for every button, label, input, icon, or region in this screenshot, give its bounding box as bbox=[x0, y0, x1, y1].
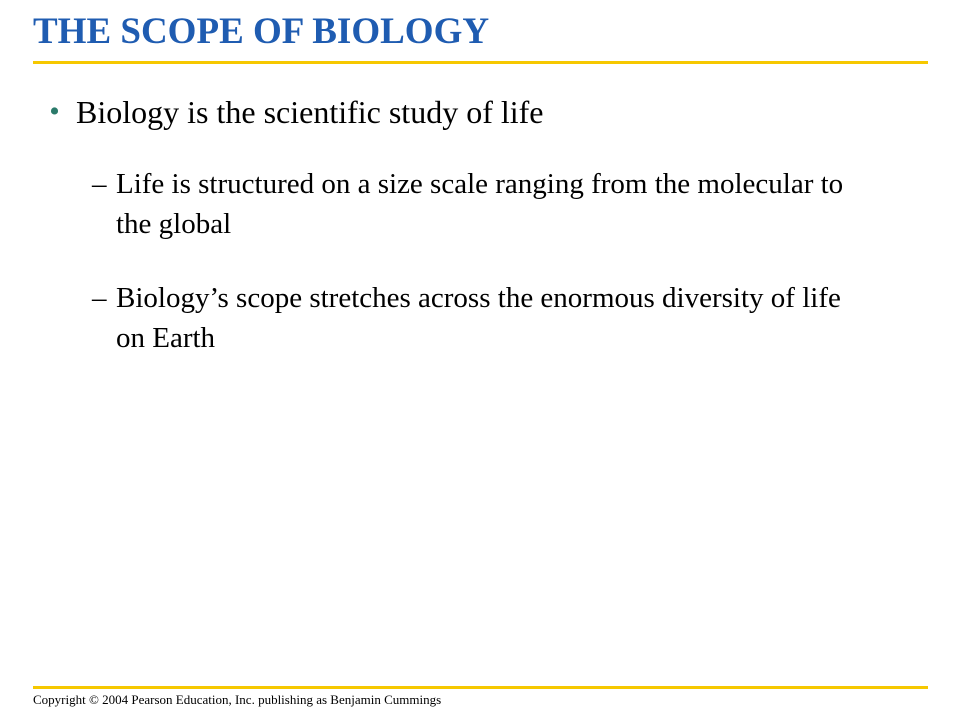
bullet-marker: • bbox=[49, 95, 60, 128]
sub-bullet-text: Biology’s scope stretches across the enormous diversity of life on Earth bbox=[116, 282, 841, 354]
copyright-footer: Copyright © 2004 Pearson Education, Inc. publishing as Benjamin Cummings bbox=[33, 692, 442, 707]
slide-title: THE SCOPE OF BIOLOGY bbox=[33, 11, 490, 52]
sub-bullet-marker: – bbox=[92, 168, 107, 200]
footer-rule bbox=[33, 686, 928, 689]
sub-bullet-text: Life is structured on a size scale ranging from the molecular to the global bbox=[116, 168, 844, 240]
bullet-text: Biology is the scientific study of life bbox=[76, 94, 544, 130]
sub-bullet-size-scale bbox=[92, 164, 892, 244]
sub-bullet-diversity bbox=[92, 278, 892, 358]
sub-bullet-marker: – bbox=[92, 282, 107, 314]
main-bullet bbox=[33, 89, 913, 135]
title-underline bbox=[33, 61, 928, 64]
